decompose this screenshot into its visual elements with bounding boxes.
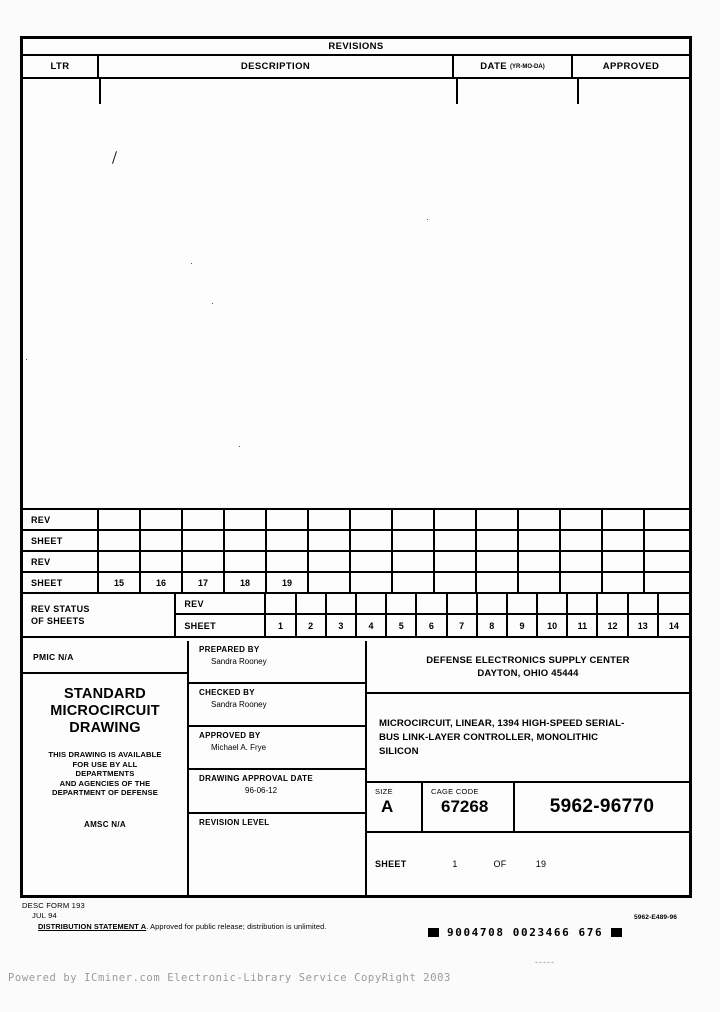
grid-cell-sheet-19[interactable]: 19 <box>267 573 309 592</box>
grid-cell[interactable] <box>99 552 141 571</box>
cage-code-field <box>423 783 515 831</box>
part-description-line1: MICROCIRCUIT, LINEAR, 1394 HIGH-SPEED SERIAL- <box>379 717 625 729</box>
grid-cell[interactable] <box>603 573 645 592</box>
grid-cell[interactable] <box>519 552 561 571</box>
status-rev-cell[interactable] <box>297 594 327 613</box>
status-rev-cell[interactable] <box>568 594 598 613</box>
grid-row-sheet-2 <box>23 573 689 594</box>
grid-cell[interactable] <box>477 531 519 550</box>
document-number-field <box>515 783 689 831</box>
grid-cell[interactable] <box>435 531 477 550</box>
grid-cell-sheet-15[interactable]: 15 <box>99 573 141 592</box>
status-sheet-cell[interactable]: 12 <box>598 615 628 636</box>
service-watermark: Powered by ICminer.com Electronic-Library Service CopyRight 2003 <box>8 972 451 984</box>
scan-speck <box>26 359 27 360</box>
status-sheet-cell[interactable]: 10 <box>538 615 568 636</box>
revisions-body <box>23 79 689 510</box>
sheet-revision-grid <box>23 510 689 638</box>
smd-note-line5: DEPARTMENT OF DEFENSE <box>52 788 158 797</box>
rev-status-label <box>23 594 176 636</box>
pmic-field: PMIC N/A <box>23 641 187 674</box>
status-sheet-cell[interactable]: 2 <box>297 615 327 636</box>
revisions-divider-date <box>577 79 579 104</box>
smd-note-line2: FOR USE BY ALL <box>72 759 138 769</box>
document-number-value: 5962-96770 <box>549 796 655 817</box>
smd-title-line1: STANDARD <box>64 686 146 702</box>
grid-cell[interactable] <box>267 552 309 571</box>
status-sheet-cell[interactable]: 6 <box>417 615 447 636</box>
grid-cell[interactable] <box>309 573 351 592</box>
status-rev-cell[interactable] <box>538 594 568 613</box>
micr-number: 9004708 0023466 676 <box>447 926 604 939</box>
scan-artifact-dots: ----- <box>535 957 555 967</box>
grid-cell[interactable] <box>519 573 561 592</box>
drawing-frame <box>20 36 692 898</box>
title-block-right-column <box>367 641 689 895</box>
checked-by-value: Sandra Rooney <box>211 700 267 709</box>
grid-cell-sheet-17[interactable]: 17 <box>183 573 225 592</box>
grid-cell[interactable] <box>267 510 309 529</box>
part-description-text <box>379 717 624 759</box>
grid-cell[interactable] <box>351 510 393 529</box>
micr-barcode-line <box>428 926 622 939</box>
approved-by-value: Michael A. Frye <box>211 743 267 752</box>
grid-cell[interactable] <box>477 510 519 529</box>
micr-end-marker <box>611 928 622 937</box>
scan-speck <box>191 263 192 264</box>
status-sheet-cell[interactable]: 1 <box>266 615 296 636</box>
desc-form-id: DESC FORM 193 <box>22 901 85 910</box>
grid-cell[interactable] <box>141 510 183 529</box>
revisions-col-date-label: DATE <box>480 61 508 72</box>
status-rev-cell[interactable] <box>448 594 478 613</box>
part-description-line2: BUS LINK-LAYER CONTROLLER, MONOLITHIC <box>379 731 599 743</box>
issuing-organization <box>367 641 689 694</box>
grid-cell[interactable] <box>183 510 225 529</box>
sheet-label: SHEET <box>375 859 407 869</box>
cage-code-value: 67268 <box>441 797 489 816</box>
checked-by-block <box>189 684 365 727</box>
grid-cell[interactable] <box>225 552 267 571</box>
grid-cell[interactable] <box>603 510 645 529</box>
revisions-col-approved <box>573 56 689 77</box>
sheet-of-label: OF <box>493 859 507 869</box>
scan-speck <box>427 219 428 220</box>
status-rev-cell[interactable] <box>598 594 628 613</box>
grid-cell-sheet-18[interactable]: 18 <box>225 573 267 592</box>
status-sheet-cell[interactable]: 13 <box>629 615 659 636</box>
size-label: SIZE <box>375 787 393 796</box>
grid-row-rev-1-label: REV <box>23 510 99 529</box>
grid-cell[interactable] <box>561 531 603 550</box>
status-rev-cell[interactable] <box>327 594 357 613</box>
distribution-statement-heading: DISTRIBUTION STATEMENT A <box>38 922 147 931</box>
status-sheet-cell[interactable]: 4 <box>357 615 387 636</box>
identification-row <box>367 783 689 833</box>
grid-cell[interactable] <box>183 531 225 550</box>
grid-cell[interactable] <box>435 573 477 592</box>
organization-location: DAYTON, OHIO 45444 <box>477 667 579 679</box>
status-rev-cell[interactable] <box>417 594 447 613</box>
status-sheet-cell[interactable]: 5 <box>387 615 417 636</box>
revisions-divider-description <box>456 79 458 104</box>
grid-cell[interactable] <box>603 552 645 571</box>
grid-cell[interactable] <box>393 510 435 529</box>
grid-cell[interactable] <box>603 531 645 550</box>
status-rev-cell[interactable] <box>478 594 508 613</box>
revisions-col-approved-label: APPROVED <box>602 61 660 72</box>
grid-cell[interactable] <box>351 531 393 550</box>
drawing-approval-date-value: 96-06-12 <box>245 786 278 795</box>
grid-cell[interactable] <box>225 531 267 550</box>
grid-cell[interactable] <box>183 552 225 571</box>
status-row-sheet <box>176 615 689 636</box>
grid-cell[interactable] <box>435 552 477 571</box>
grid-cell[interactable] <box>267 531 309 550</box>
smd-availability-note <box>48 750 161 798</box>
status-rev-cell[interactable] <box>387 594 417 613</box>
smd-note-line4: AND AGENCIES OF THE <box>59 778 151 788</box>
smd-title-line2: MICROCIRCUIT <box>50 703 160 719</box>
grid-cell[interactable] <box>561 552 603 571</box>
grid-cell[interactable] <box>309 510 351 529</box>
revision-level-block <box>189 814 365 895</box>
grid-cell[interactable] <box>645 531 687 550</box>
distribution-statement <box>38 922 326 931</box>
sheet-number-value: 1 <box>452 859 458 869</box>
grid-cell[interactable] <box>435 510 477 529</box>
drawing-approval-date-label: DRAWING APPROVAL DATE <box>199 774 314 783</box>
prepared-by-label: PREPARED BY <box>199 645 260 654</box>
micr-start-marker <box>428 928 439 937</box>
size-field <box>367 783 423 831</box>
grid-row-rev-2 <box>23 552 689 573</box>
status-sheet-cell[interactable]: 3 <box>327 615 357 636</box>
rev-status-label-line2: OF SHEETS <box>31 616 85 626</box>
revisions-divider-ltr <box>99 79 101 104</box>
approved-by-label: APPROVED BY <box>199 731 261 740</box>
grid-cell[interactable] <box>309 552 351 571</box>
amsc-field: AMSC N/A <box>84 819 126 829</box>
status-sheet-cell[interactable]: 14 <box>668 620 679 631</box>
grid-cell[interactable] <box>393 552 435 571</box>
grid-cell[interactable] <box>141 552 183 571</box>
revisions-header-row <box>23 56 689 79</box>
smd-title <box>50 686 160 737</box>
grid-cell[interactable] <box>351 552 393 571</box>
grid-cell[interactable] <box>645 573 687 592</box>
grid-cell[interactable] <box>561 510 603 529</box>
grid-cell[interactable] <box>645 552 687 571</box>
status-row-sheet-label: SHEET <box>176 615 266 636</box>
status-rev-cell[interactable] <box>266 594 296 613</box>
grid-cell[interactable] <box>309 531 351 550</box>
revisions-col-ltr-label: LTR <box>50 61 70 72</box>
grid-row-sheet-2-label: SHEET <box>23 573 99 592</box>
sheet-number-row <box>367 833 689 895</box>
grid-cell[interactable] <box>477 552 519 571</box>
grid-cell[interactable] <box>99 510 141 529</box>
prepared-by-value: Sandra Rooney <box>211 657 267 666</box>
status-sheet-cell[interactable]: 8 <box>478 615 508 636</box>
status-sheet-cell[interactable]: 7 <box>448 615 478 636</box>
status-rev-cell[interactable] <box>629 594 659 613</box>
drawing-approval-date-block <box>189 770 365 814</box>
revision-level-label: REVISION LEVEL <box>199 818 270 827</box>
grid-cell[interactable] <box>225 510 267 529</box>
grid-row-sheet-1 <box>23 531 689 552</box>
title-block-signature-column <box>189 641 367 895</box>
scan-speck <box>212 303 213 304</box>
part-description <box>367 694 689 783</box>
smd-note-line1: THIS DRAWING IS AVAILABLE <box>48 750 162 759</box>
checked-by-label: CHECKED BY <box>199 688 255 697</box>
status-rev-cell[interactable] <box>357 594 387 613</box>
grid-cell[interactable] <box>351 573 393 592</box>
grid-cell[interactable] <box>393 531 435 550</box>
grid-cell-sheet-16[interactable]: 16 <box>141 573 183 592</box>
sheet-total-value: 19 <box>535 859 547 869</box>
grid-cell[interactable] <box>141 531 183 550</box>
desc-form-date: JUL 94 <box>32 911 57 920</box>
smd-title-line3: DRAWING <box>69 720 141 736</box>
grid-cell[interactable] <box>477 573 519 592</box>
status-row-rev <box>176 594 689 615</box>
title-block-left-column <box>23 641 189 895</box>
grid-row-rev-1 <box>23 510 689 531</box>
distribution-statement-text: . Approved for public release; distribution is unlimited. <box>146 922 327 931</box>
smd-note-line3: DEPARTMENTS <box>75 769 135 778</box>
status-sheet-cell[interactable]: 9 <box>508 615 538 636</box>
rev-status-of-sheets-block <box>23 594 689 638</box>
scan-speck <box>239 446 240 447</box>
grid-cell[interactable] <box>519 510 561 529</box>
standard-microcircuit-drawing-panel <box>23 674 187 895</box>
size-value: A <box>381 797 394 816</box>
cage-code-label: CAGE CODE <box>431 787 479 796</box>
approved-by-block <box>189 727 365 770</box>
status-sheet-cell[interactable]: 11 <box>568 615 598 636</box>
part-description-line3: SILICON <box>379 745 419 757</box>
grid-cell[interactable] <box>99 531 141 550</box>
grid-cell[interactable] <box>561 573 603 592</box>
rev-status-label-line1: REV STATUS <box>31 604 90 614</box>
title-block <box>23 641 689 895</box>
form-corner-code: 5962-E489-96 <box>634 914 677 921</box>
revisions-col-description-label: DESCRIPTION <box>240 61 311 72</box>
grid-row-sheet-1-label: SHEET <box>23 531 99 550</box>
status-row-rev-label: REV <box>176 594 266 613</box>
grid-cell[interactable] <box>519 531 561 550</box>
grid-cell[interactable] <box>393 573 435 592</box>
grid-cell[interactable] <box>645 510 687 529</box>
revisions-col-date-sublabel: (YR-MO-DA) <box>510 63 545 70</box>
prepared-by-block <box>189 641 365 684</box>
revisions-col-description <box>99 56 454 77</box>
status-rev-cell[interactable] <box>508 594 538 613</box>
revisions-title: REVISIONS <box>23 39 689 56</box>
status-rev-cell[interactable] <box>659 594 689 613</box>
organization-name: DEFENSE ELECTRONICS SUPPLY CENTER <box>426 654 630 666</box>
revisions-col-ltr <box>23 56 99 77</box>
revisions-col-date <box>454 56 573 77</box>
grid-row-rev-2-label: REV <box>23 552 99 571</box>
rev-status-grid <box>176 594 689 636</box>
